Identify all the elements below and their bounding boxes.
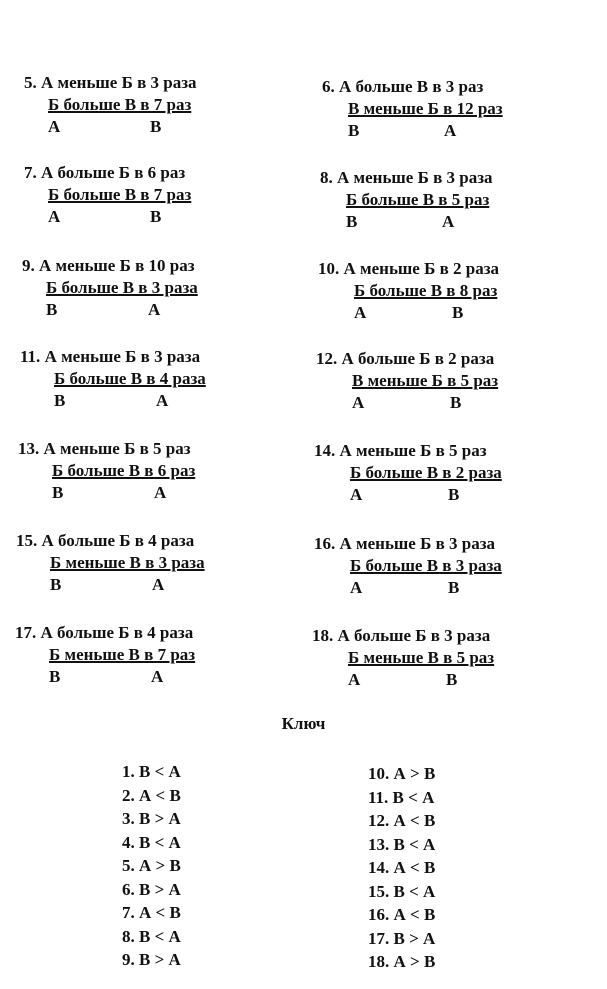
problem-number: 7. — [24, 163, 37, 182]
answer-row — [314, 484, 574, 506]
answer-left: В — [54, 391, 66, 410]
answer-left: А — [352, 393, 365, 412]
problem-number: 15. — [16, 531, 38, 550]
key-item: 7. А < В — [122, 903, 181, 922]
problem-number: 12. — [316, 349, 338, 368]
problem-10 — [318, 258, 578, 324]
problem-14 — [314, 440, 574, 506]
problem-condition: Б больше В в 4 раза — [54, 369, 206, 388]
problem-statement: А больше Б в 4 раза — [41, 531, 195, 550]
key-item: 15. В < А — [368, 881, 436, 901]
answer-right: А — [156, 391, 169, 410]
answer-row — [320, 211, 580, 233]
problem-statement: А меньше Б в 3 раза — [44, 347, 201, 366]
answer-right: А — [444, 121, 457, 140]
key-item: 5. А > В — [122, 856, 181, 875]
key-item: 16. А < В — [368, 905, 436, 924]
answer-row — [22, 299, 282, 321]
key-item: 13. В < А — [368, 834, 436, 854]
problem-condition: Б больше В в 7 раз — [48, 185, 192, 204]
answer-row — [15, 666, 275, 688]
problem-statement: А меньше Б в 5 раз — [339, 441, 487, 460]
answer-left: А — [48, 117, 61, 136]
problem-6 — [322, 76, 582, 142]
problem-statement: А больше В в 3 раз — [339, 77, 484, 96]
answer-row — [24, 206, 284, 228]
key-item: 3. В > А — [122, 809, 181, 828]
problem-statement: А больше Б в 6 раз — [41, 163, 186, 182]
problem-17 — [15, 622, 275, 688]
problem-statement: А больше Б в 2 раза — [341, 349, 495, 368]
key-item: 1. В < А — [122, 762, 181, 781]
problem-number: 9. — [22, 256, 35, 275]
answer-left: А — [348, 670, 361, 689]
problem-condition: Б больше В в 5 раз — [346, 190, 490, 209]
answer-right: В — [448, 578, 460, 597]
key-item: 6. В > А — [122, 879, 181, 899]
key-column-right — [368, 762, 435, 974]
key-item: 10. А > В — [368, 764, 436, 783]
answer-left: А — [350, 578, 363, 597]
problem-number: 14. — [314, 441, 336, 460]
key-title: Ключ — [281, 714, 326, 733]
problem-condition: Б меньше В в 5 раз — [348, 648, 495, 667]
answer-right: В — [446, 670, 458, 689]
problem-statement: А меньше Б в 2 раза — [343, 259, 500, 278]
problem-13 — [18, 438, 278, 504]
answer-left: В — [49, 667, 61, 686]
problem-condition: Б больше В в 8 раз — [354, 281, 498, 300]
answer-left: А — [354, 303, 367, 322]
answer-row — [18, 482, 278, 504]
problem-statement: А больше Б в 3 раза — [337, 626, 491, 645]
answer-left: А — [350, 485, 363, 504]
problem-number: 8. — [320, 168, 333, 187]
problem-number: 11. — [20, 347, 41, 366]
problem-number: 5. — [24, 73, 37, 92]
problem-9 — [22, 255, 282, 321]
key-item: 12. А < В — [368, 811, 436, 830]
key-column-left — [122, 760, 181, 972]
answer-left: В — [346, 212, 358, 231]
problem-18 — [312, 625, 572, 691]
answer-left: В — [46, 300, 58, 319]
answer-right: В — [150, 207, 162, 226]
problem-condition: Б больше В в 3 раза — [46, 278, 198, 297]
problem-8 — [320, 167, 580, 233]
key-item: 2. А < В — [122, 785, 181, 805]
problem-statement: А меньше Б в 3 раза — [337, 168, 493, 187]
answer-right: В — [452, 303, 464, 322]
answer-right: А — [152, 575, 165, 594]
problem-condition: Б больше В в 7 раз — [48, 95, 192, 114]
answer-right: А — [442, 212, 455, 231]
problem-number: 10. — [318, 259, 340, 278]
answer-row — [322, 120, 582, 142]
answer-right: В — [448, 485, 460, 504]
answer-right: А — [148, 300, 161, 319]
answer-right: В — [150, 117, 162, 136]
answer-row — [24, 116, 284, 138]
key-item: 4. В < А — [122, 832, 181, 852]
answer-right: А — [154, 483, 167, 502]
answer-left: А — [48, 207, 61, 226]
answer-right: А — [151, 667, 164, 686]
problem-condition: Б меньше В в 3 раза — [50, 553, 205, 572]
problem-number: 17. — [15, 623, 37, 642]
problem-number: 13. — [18, 439, 40, 458]
key-item: 8. В < А — [122, 926, 181, 946]
answer-row — [318, 302, 578, 324]
problem-statement: А меньше Б в 3 раза — [339, 534, 496, 553]
key-item: 18. А > В — [368, 952, 436, 971]
problem-statement: А меньше Б в 10 раз — [39, 256, 195, 275]
problem-5 — [24, 72, 284, 138]
problem-number: 16. — [314, 534, 336, 553]
problem-statement: А больше Б в 4 раза — [40, 623, 194, 642]
problem-number: 18. — [312, 626, 334, 645]
key-item: 14. А < В — [368, 858, 436, 877]
problem-condition: В меньше Б в 12 раз — [348, 99, 503, 118]
key-item: 17. В > А — [368, 928, 436, 948]
answer-left: В — [52, 483, 64, 502]
answer-row — [316, 392, 576, 414]
answer-row — [16, 574, 276, 596]
answer-left: В — [348, 121, 360, 140]
problem-12 — [316, 348, 576, 414]
answer-row — [20, 390, 280, 412]
answer-row — [312, 669, 572, 691]
problem-15 — [16, 530, 276, 596]
problem-condition: Б больше В в 6 раз — [52, 461, 196, 480]
problem-condition: В меньше Б в 5 раз — [352, 371, 499, 390]
problem-condition: Б меньше В в 7 раз — [49, 645, 196, 664]
answer-left: В — [50, 575, 62, 594]
problem-11 — [20, 346, 280, 412]
problem-7 — [24, 162, 284, 228]
problem-statement: А меньше Б в 5 раз — [43, 439, 191, 458]
problem-condition: Б больше В в 2 раза — [350, 463, 502, 482]
problem-number: 6. — [322, 77, 335, 96]
answer-row — [314, 577, 574, 599]
key-item: 11. В < А — [368, 787, 435, 807]
problem-condition: Б больше В в 3 раза — [350, 556, 502, 575]
key-item: 9. В > А — [122, 950, 181, 969]
problem-statement: А меньше Б в 3 раза — [41, 73, 197, 92]
problem-16 — [314, 533, 574, 599]
answer-right: В — [450, 393, 462, 412]
